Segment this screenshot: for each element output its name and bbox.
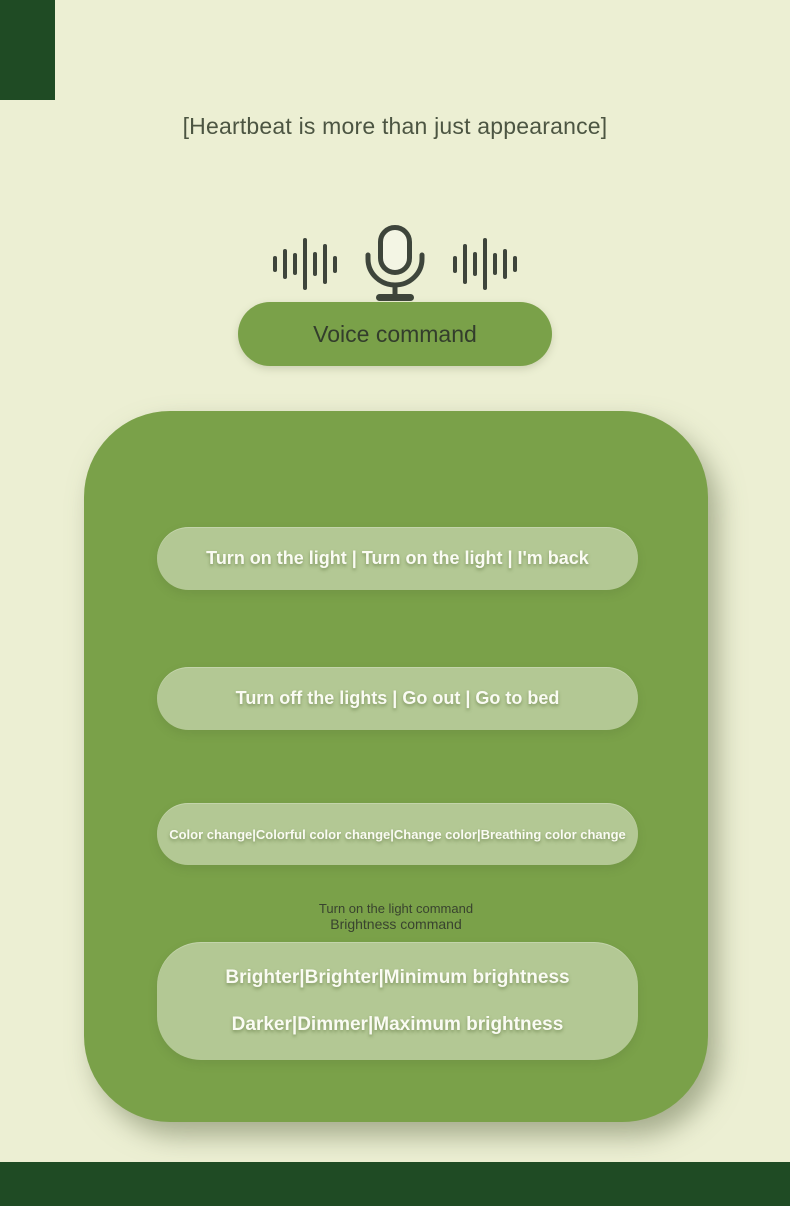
wave-bar (513, 256, 517, 272)
wave-bar (493, 253, 497, 275)
wave-bar (313, 252, 317, 276)
wave-bar (273, 256, 277, 272)
wave-bar (463, 244, 467, 284)
wave-bar (503, 249, 507, 279)
page-title: [Heartbeat is more than just appearance] (182, 113, 608, 139)
voice-graphic (0, 224, 790, 304)
wave-bar (333, 256, 337, 273)
brightness-line-up: Brighter|Brighter|Minimum brightness (225, 966, 570, 988)
brightness-command-label: Brightness command (330, 916, 462, 932)
wave-bar (453, 256, 457, 273)
microphone-icon (363, 225, 427, 303)
voice-commands-panel (84, 411, 708, 1122)
wave-bar (293, 253, 297, 275)
wave-bar (323, 244, 327, 284)
wave-bar (283, 249, 287, 279)
waveform-left-icon (273, 238, 337, 290)
wave-bar (483, 238, 487, 290)
color-instructions-pill: Color change|Colorful color change|Change color|Breathing color change (157, 803, 638, 865)
waveform-right-icon (453, 238, 517, 290)
brightness-line-down: Darker|Dimmer|Maximum brightness (231, 1013, 564, 1035)
lights-off-command-pill: Turn off the lights | Go out | Go to bed (157, 667, 638, 730)
brightness-command-box (157, 942, 638, 1060)
wave-bar (303, 238, 307, 290)
turn-on-command-label: Turn on the light command (318, 901, 474, 916)
wave-bar (473, 252, 477, 276)
top-left-dark-block (0, 0, 55, 100)
voice-command-button: Voice command (238, 302, 552, 366)
bottom-dark-bar (0, 1162, 790, 1206)
turn-on-command-pill: Turn on the light | Turn on the light | I'm back (157, 527, 638, 590)
